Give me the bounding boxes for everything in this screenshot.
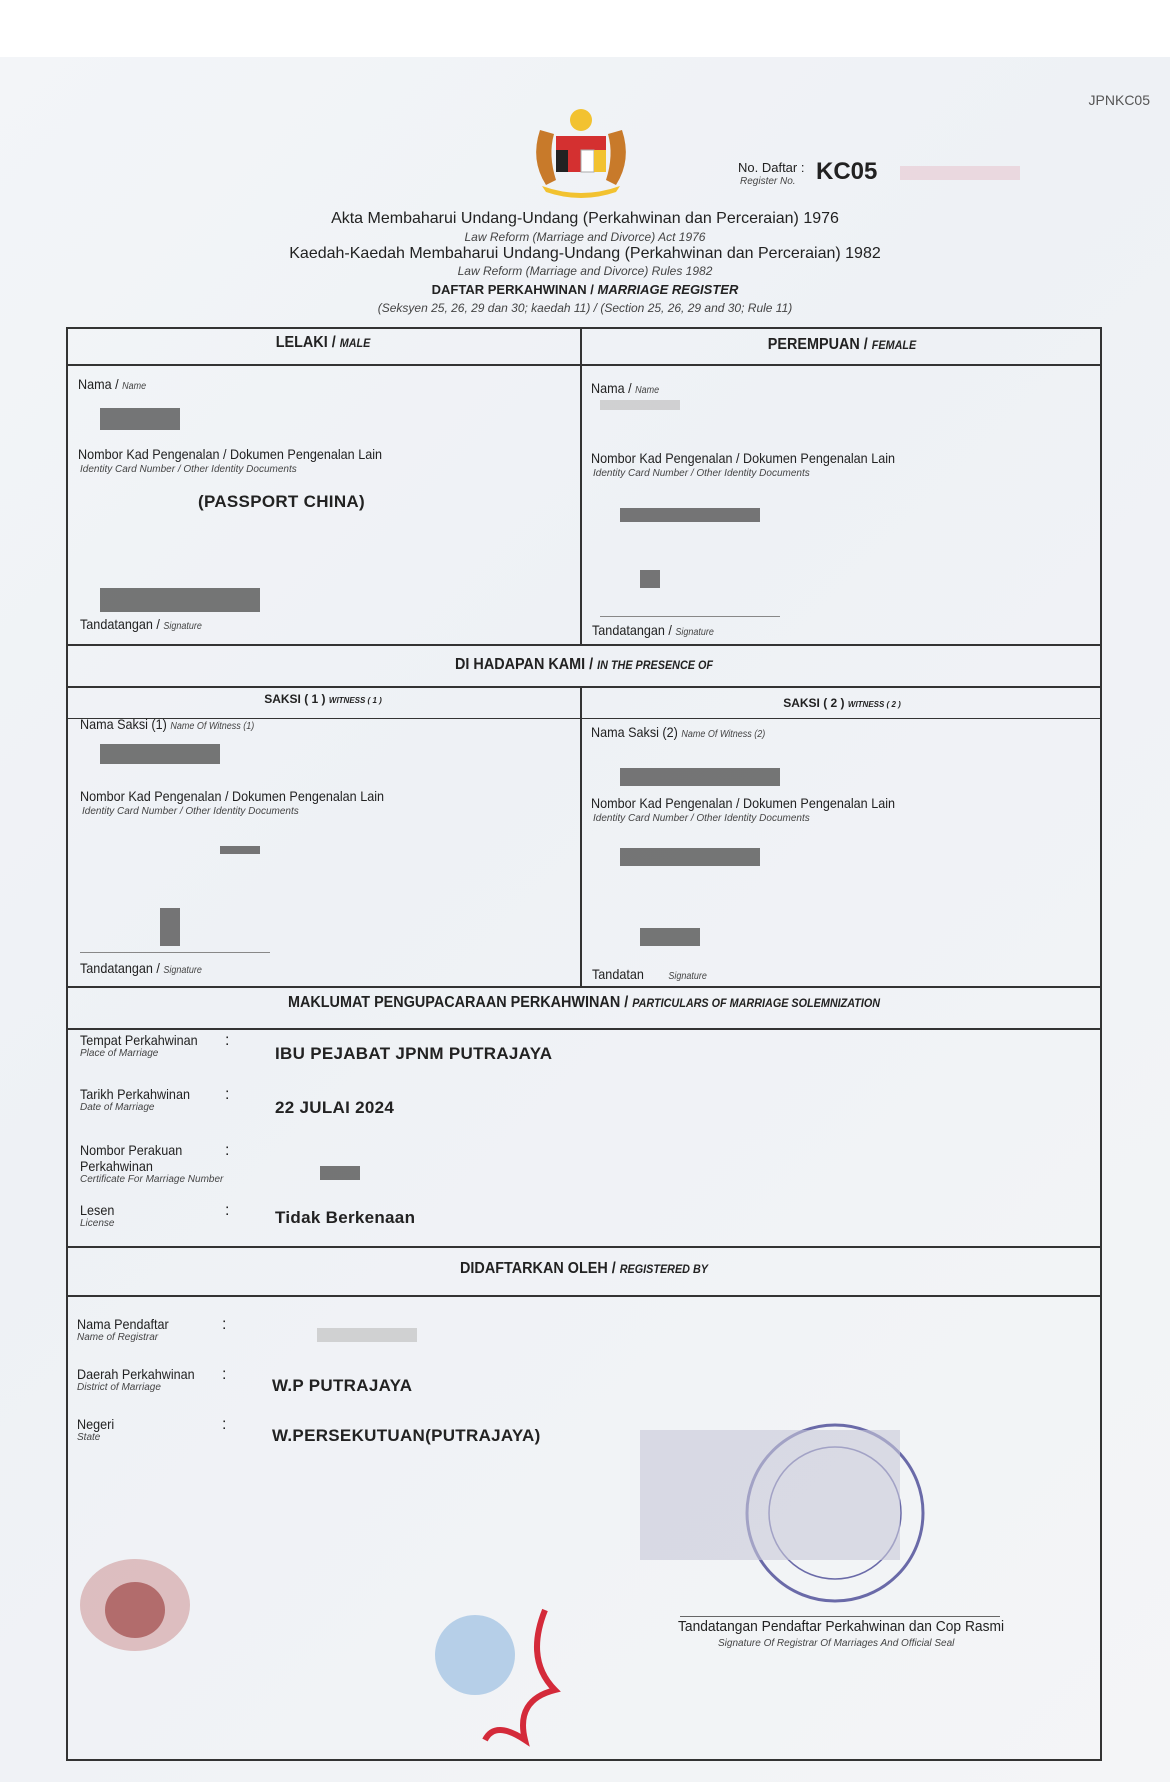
redacted-signature <box>160 908 180 946</box>
witness1-signature-label <box>80 960 202 976</box>
registrar-signature-label-en: Signature Of Registrar Of Marriages And Official Seal <box>718 1638 955 1649</box>
form-code: JPNKC05 <box>1088 92 1150 108</box>
register-no-label-en: Register No. <box>740 176 796 187</box>
redacted-block <box>600 400 680 410</box>
registered-heading <box>118 1260 1050 1278</box>
register-title-en: MARRIAGE REGISTER <box>597 282 739 297</box>
heading-en: PARTICULARS OF MARRIAGE SOLEMNIZATION <box>632 996 881 1010</box>
label-en: Signature <box>675 627 714 638</box>
register-sections: (Seksyen 25, 26, 29 dan 30; kaedah 11) / (Section 25, 26, 29 and 30; Rule 11) <box>377 301 793 315</box>
divider <box>580 327 582 644</box>
signature-line <box>680 1616 1000 1617</box>
redacted-block <box>317 1328 417 1342</box>
witness2-heading <box>582 696 1102 710</box>
row-label-en: District of Marriage <box>77 1382 161 1393</box>
male-id-value: (PASSPORT CHINA) <box>198 492 365 511</box>
female-heading-ms: PEREMPUAN / <box>767 336 872 353</box>
label-en: Name Of Witness (1) <box>170 721 255 732</box>
solemnization-heading <box>118 994 1050 1012</box>
row-label-en: Certificate For Marriage Number <box>80 1174 224 1185</box>
place-of-marriage-value: IBU PEJABAT JPNM PUTRAJAYA <box>275 1044 553 1063</box>
witness1-heading <box>66 692 580 706</box>
female-id-label-en: Identity Card Number / Other Identity Documents <box>593 468 810 479</box>
presence-heading-ms: DI HADAPAN KAMI / <box>455 656 598 673</box>
place-row: Tempat Perkahwinan Place of Marriage : IBU PEJABAT JPNM PUTRAJAYA <box>80 1032 553 1063</box>
label-ms: Tandatan <box>592 966 644 982</box>
redacted-signature <box>640 570 660 588</box>
label-ms: Tandatangan / <box>80 616 164 632</box>
hibiscus-flower-icon <box>415 1600 575 1750</box>
redacted-block <box>620 768 780 786</box>
registrar-row: Nama Pendaftar Name of Registrar : <box>77 1316 179 1343</box>
witness2-signature-label <box>592 966 707 982</box>
rules-title-en: Law Reform (Marriage and Divorce) Rules 1982 <box>457 264 713 278</box>
redacted-block <box>220 846 260 854</box>
presence-heading-en: IN THE PRESENCE OF <box>597 658 713 672</box>
female-heading <box>608 336 1076 354</box>
row-label-en: State <box>77 1432 101 1443</box>
label-en: Name Of Witness (2) <box>681 729 766 740</box>
label-ms: Nama Saksi (2) <box>591 724 682 740</box>
row-label: Tempat Perkahwinan <box>80 1032 198 1048</box>
register-no-value: KC05 <box>816 158 878 185</box>
female-id-label: Nombor Kad Pengenalan / Dokumen Pengenalan Lain <box>591 450 896 466</box>
male-heading-en: MALE <box>339 336 371 350</box>
redacted-block <box>620 508 760 522</box>
male-name-label <box>78 376 146 392</box>
date-of-marriage-value: 22 JULAI 2024 <box>275 1098 395 1117</box>
row-label-en: License <box>80 1218 115 1229</box>
row-label: Negeri <box>77 1416 115 1432</box>
certificate-row: Nombor Perakuan Perkahwinan Certificate For Marriage Number : <box>80 1142 230 1185</box>
redacted-signature <box>640 928 700 946</box>
heading-ms: SAKSI ( 1 ) <box>264 692 329 706</box>
register-no-label: No. Daftar : <box>738 160 805 175</box>
female-signature-label <box>592 622 714 638</box>
redacted-block <box>100 744 220 764</box>
divider <box>66 1295 1102 1297</box>
mys-hologram-icon <box>78 1555 193 1655</box>
signature-line <box>600 616 780 617</box>
label-en: Name <box>122 381 147 392</box>
act-title: Akta Membaharui Undang-Undang (Perkahwinan dan Perceraian) 1976 <box>331 210 839 227</box>
witness1-name-label <box>80 716 254 732</box>
label-ms: Tandatangan / <box>80 960 164 976</box>
license-value: Tidak Berkenaan <box>275 1208 416 1227</box>
redacted-signature <box>640 1430 900 1560</box>
divider <box>66 644 1102 646</box>
register-table <box>66 327 1102 1761</box>
divider <box>66 364 1102 366</box>
witness1-id-label: Nombor Kad Pengenalan / Dokumen Pengenalan Lain <box>80 788 385 804</box>
redacted-block <box>320 1166 360 1180</box>
row-label-en: Place of Marriage <box>80 1048 159 1059</box>
male-heading-ms: LELAKI / <box>275 334 340 351</box>
witness2-id-label: Nombor Kad Pengenalan / Dokumen Pengenalan Lain <box>591 795 896 811</box>
row-label: Nombor Perakuan Perkahwinan <box>80 1142 183 1174</box>
date-row: Tarikh Perkahwinan Date of Marriage : 22 JULAI 2024 <box>80 1086 395 1117</box>
rules-title: Kaedah-Kaedah Membaharui Undang-Undang (Perkahwinan dan Perceraian) 1982 <box>289 245 881 262</box>
heading-ms: DIDAFTARKAN OLEH / <box>460 1260 620 1277</box>
row-label: Nama Pendaftar <box>77 1316 169 1332</box>
act-title-en: Law Reform (Marriage and Divorce) Act 1976 <box>464 230 706 244</box>
heading-ms: MAKLUMAT PENGUPACARAAN PERKAHWINAN / <box>287 994 633 1011</box>
divider <box>66 1246 1102 1248</box>
divider <box>580 686 582 986</box>
row-label-en: Date of Marriage <box>80 1102 155 1113</box>
witness2-name-label <box>591 724 765 740</box>
register-title <box>0 282 1170 297</box>
presence-heading <box>118 656 1050 674</box>
label-en: Signature <box>668 971 707 982</box>
row-label: Lesen <box>80 1202 115 1218</box>
label-ms: Nama / <box>591 380 636 396</box>
label-en: Signature <box>163 621 202 632</box>
heading-en: WITNESS ( 1 ) <box>328 696 382 705</box>
divider <box>66 986 1102 988</box>
row-label: Tarikh Perkahwinan <box>80 1086 190 1102</box>
register-title-ms: DAFTAR PERKAHWINAN / <box>431 282 598 297</box>
redacted-block <box>900 166 1020 180</box>
redacted-signature <box>100 588 260 612</box>
label-ms: Nama Saksi (1) <box>80 716 171 732</box>
male-signature-label <box>80 616 202 632</box>
redacted-block <box>620 848 760 866</box>
state-value: W.PERSEKUTUAN(PUTRAJAYA) <box>272 1426 541 1445</box>
label-ms: Nama / <box>78 376 123 392</box>
heading-en: REGISTERED BY <box>619 1262 708 1276</box>
divider <box>66 686 1102 688</box>
redacted-block <box>100 408 180 430</box>
row-label: Daerah Perkahwinan <box>77 1366 195 1382</box>
signature-line <box>80 952 270 953</box>
label-ms: Tandatangan / <box>592 622 676 638</box>
state-row: Negeri State : W.PERSEKUTUAN(PUTRAJAYA) <box>77 1416 541 1445</box>
row-label-en: Name of Registrar <box>77 1332 159 1343</box>
label-en: Name <box>635 385 660 396</box>
label-en: Signature <box>163 965 202 976</box>
heading-en: WITNESS ( 2 ) <box>847 700 901 709</box>
divider <box>66 1028 1102 1030</box>
male-id-label-en: Identity Card Number / Other Identity Documents <box>80 464 297 475</box>
witness2-id-label-en: Identity Card Number / Other Identity Documents <box>593 813 810 824</box>
male-id-label: Nombor Kad Pengenalan / Dokumen Pengenalan Lain <box>78 446 383 462</box>
registrar-signature-label: Tandatangan Pendaftar Perkahwinan dan Cop Rasmi <box>678 1618 1005 1635</box>
male-heading <box>92 334 555 352</box>
license-row: Lesen License : Tidak Berkenaan <box>80 1202 416 1229</box>
coat-of-arms-icon <box>520 100 642 200</box>
female-heading-en: FEMALE <box>871 338 917 352</box>
female-name-label <box>591 380 659 396</box>
heading-ms: SAKSI ( 2 ) <box>783 696 848 710</box>
witness1-id-label-en: Identity Card Number / Other Identity Documents <box>82 806 299 817</box>
district-row: Daerah Perkahwinan District of Marriage : W.P PUTRAJAYA <box>77 1366 413 1395</box>
district-value: W.P PUTRAJAYA <box>272 1376 413 1395</box>
